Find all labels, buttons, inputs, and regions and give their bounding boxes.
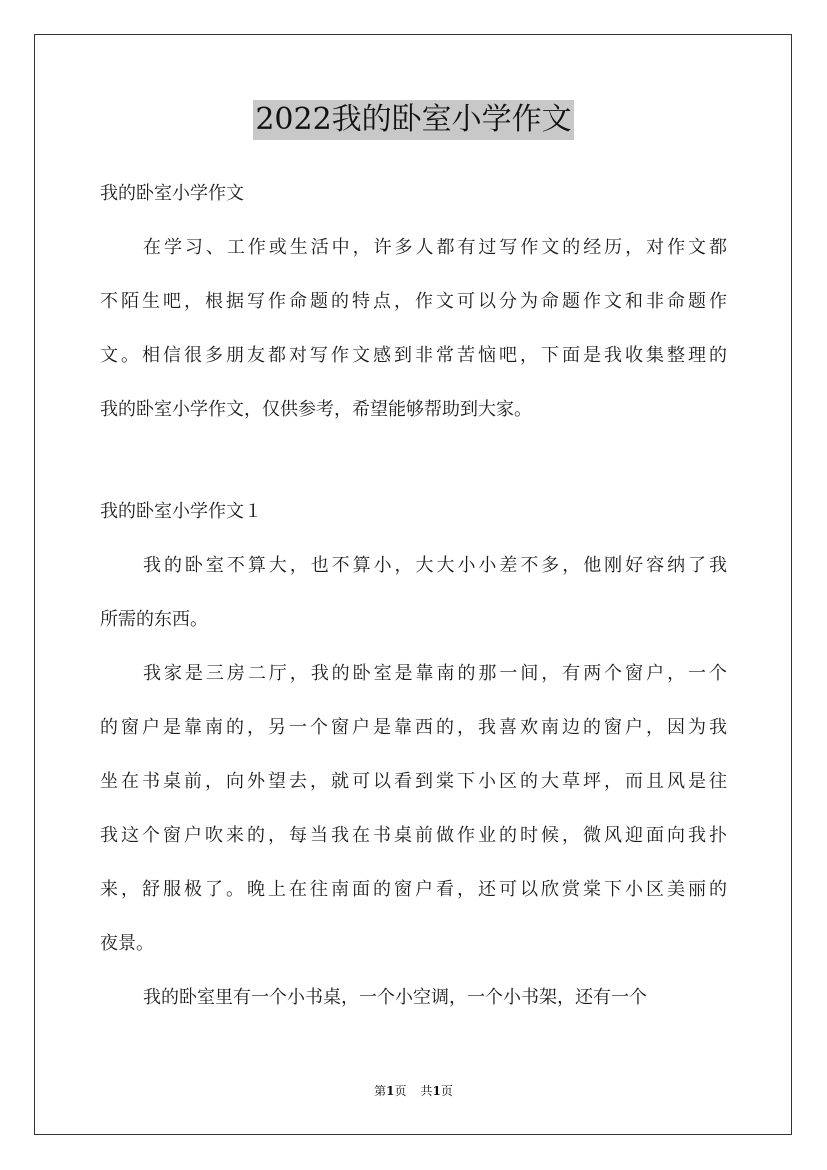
page-number: 1 xyxy=(386,1084,395,1098)
text-line: 来，舒服极了。晚上在往南面的窗户看，还可以欣赏棠下小区美丽的 xyxy=(100,879,727,900)
page-label-prefix: 第 xyxy=(374,1084,387,1098)
text-line: 我家是三房二厅，我的卧室是靠南的那一间，有两个窗户，一个 xyxy=(143,663,727,684)
text-line: 文。相信很多朋友都对写作文感到非常苦恼吧，下面是我收集整理的 xyxy=(100,345,727,366)
page-label-suffix: 页 xyxy=(394,1084,407,1098)
total-pages: 1 xyxy=(432,1084,441,1098)
text-line: 不陌生吧，根据写作命题的特点，作文可以分为命题作文和非命题作 xyxy=(100,291,727,312)
text-line: 的窗户是靠南的，另一个窗户是靠西的，我喜欢南边的窗户，因为我 xyxy=(100,717,727,738)
paragraph xyxy=(100,652,727,976)
total-label-suffix: 页 xyxy=(440,1084,453,1098)
text-line: 夜景。 xyxy=(100,933,154,954)
paragraph xyxy=(100,976,727,1030)
paragraph-gap xyxy=(100,442,727,490)
section-heading xyxy=(100,172,727,226)
document-body xyxy=(100,172,727,1030)
text-line: 所需的东西。 xyxy=(100,609,208,630)
total-label-prefix: 共 xyxy=(420,1084,433,1098)
text-line: 我的卧室小学作文，仅供参考，希望能够帮助到大家。 xyxy=(100,399,532,420)
title-container xyxy=(0,100,827,140)
text-line: 我的卧室里有一个小书桌，一个小空调，一个小书架，还有一个 xyxy=(143,987,647,1008)
text-line: 在学习、工作或生活中，许多人都有过写作文的经历，对作文都 xyxy=(143,237,727,258)
text-line: 坐在书桌前，向外望去，就可以看到棠下小区的大草坪，而且风是往 xyxy=(100,771,727,792)
paragraph xyxy=(100,544,727,652)
text-line: 我的卧室小学作文１ xyxy=(100,501,262,522)
text-line: 我的卧室不算大，也不算小，大大小小差不多，他刚好容纳了我 xyxy=(143,555,727,576)
text-line: 我这个窗户吹来的，每当我在书桌前做作业的时候，微风迎面向我扑 xyxy=(100,825,727,846)
document-title: 2022我的卧室小学作文 xyxy=(253,100,573,140)
paragraph xyxy=(100,226,727,442)
section-heading xyxy=(100,490,727,544)
text-line: 我的卧室小学作文 xyxy=(100,183,244,204)
page-footer xyxy=(0,1082,827,1099)
